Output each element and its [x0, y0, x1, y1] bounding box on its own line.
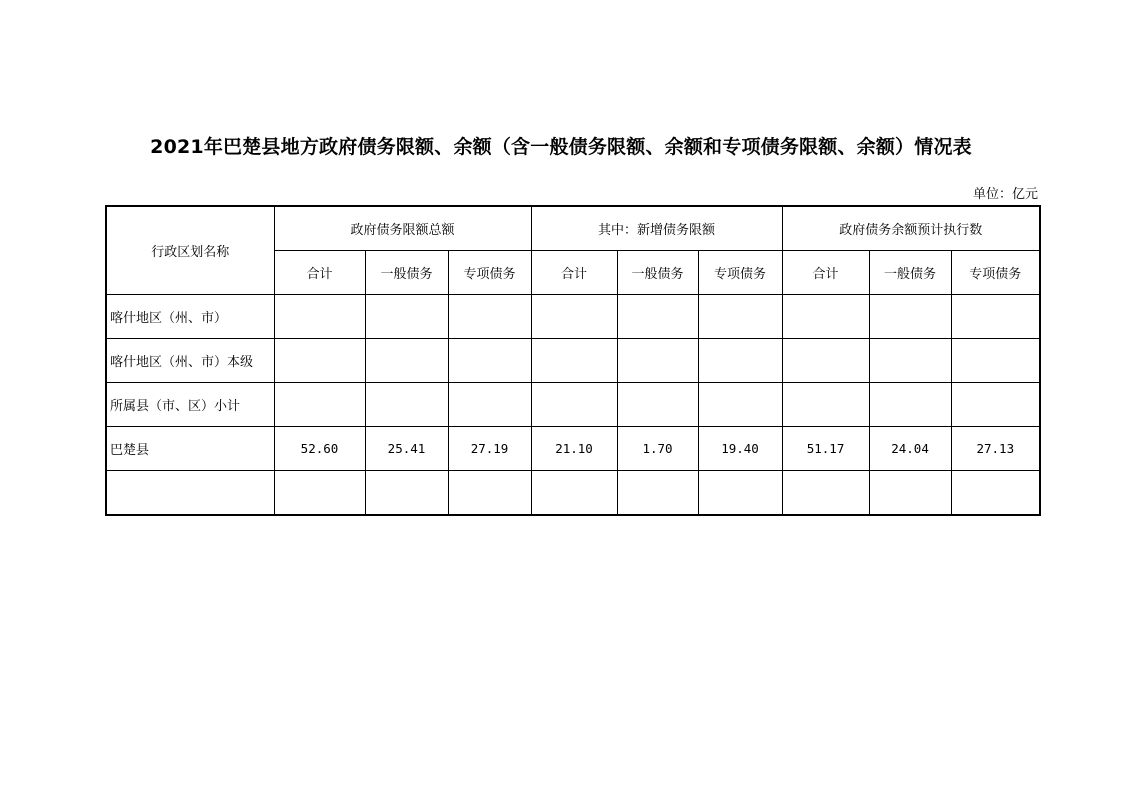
sub-header-total: 合计	[274, 251, 365, 295]
cell-new-special	[698, 383, 782, 427]
cell-special-limit	[448, 339, 531, 383]
cell-new-special: 19.40	[698, 427, 782, 471]
unit-label: 单位：亿元	[972, 187, 1038, 202]
cell-balance-special: 27.13	[951, 427, 1040, 471]
cell-general-limit	[365, 339, 448, 383]
sub-header-general: 一般债务	[869, 251, 951, 295]
cell-total-limit	[274, 339, 365, 383]
sub-header-special: 专项债务	[448, 251, 531, 295]
cell-total-limit	[274, 295, 365, 339]
page-title: 2021年巴楚县地方政府债务限额、余额（含一般债务限额、余额和专项债务限额、余额）情况表	[150, 136, 972, 158]
sub-header-total: 合计	[782, 251, 869, 295]
cell-balance-special	[951, 383, 1040, 427]
cell-special-limit: 27.19	[448, 427, 531, 471]
sub-header-general: 一般债务	[617, 251, 698, 295]
group-header-total-limit: 政府债务限额总额	[274, 206, 531, 251]
cell-new-total	[531, 339, 617, 383]
cell-general-limit: 25.41	[365, 427, 448, 471]
region-name: 所属县（市、区）小计	[106, 383, 274, 427]
cell-balance-special	[951, 295, 1040, 339]
cell-balance-total	[782, 471, 869, 516]
region-name	[106, 471, 274, 516]
cell-balance-special	[951, 339, 1040, 383]
cell-new-total	[531, 295, 617, 339]
sub-header-special: 专项债务	[951, 251, 1040, 295]
group-header-balance: 政府债务余额预计执行数	[782, 206, 1040, 251]
cell-new-general	[617, 339, 698, 383]
cell-new-special	[698, 471, 782, 516]
cell-special-limit	[448, 383, 531, 427]
cell-balance-general	[869, 471, 951, 516]
cell-balance-general	[869, 295, 951, 339]
cell-total-limit: 52.60	[274, 427, 365, 471]
cell-general-limit	[365, 295, 448, 339]
cell-balance-special	[951, 471, 1040, 516]
cell-new-special	[698, 339, 782, 383]
region-column-header: 行政区划名称	[106, 206, 274, 295]
cell-new-total	[531, 383, 617, 427]
debt-table	[105, 205, 1041, 516]
group-header-new-limit: 其中：新增债务限额	[531, 206, 782, 251]
cell-new-total: 21.10	[531, 427, 617, 471]
region-name: 喀什地区（州、市）本级	[106, 339, 274, 383]
cell-general-limit	[365, 383, 448, 427]
cell-balance-total	[782, 383, 869, 427]
sub-header-general: 一般债务	[365, 251, 448, 295]
cell-new-total	[531, 471, 617, 516]
cell-new-general	[617, 383, 698, 427]
cell-new-general	[617, 295, 698, 339]
table-row	[106, 295, 1040, 339]
cell-balance-total	[782, 295, 869, 339]
table-row	[106, 339, 1040, 383]
region-name: 巴楚县	[106, 427, 274, 471]
sub-header-special: 专项债务	[698, 251, 782, 295]
cell-special-limit	[448, 295, 531, 339]
sub-header-total: 合计	[531, 251, 617, 295]
cell-balance-total	[782, 339, 869, 383]
cell-new-general: 1.70	[617, 427, 698, 471]
cell-special-limit	[448, 471, 531, 516]
cell-total-limit	[274, 471, 365, 516]
cell-balance-general	[869, 339, 951, 383]
table-row	[106, 383, 1040, 427]
cell-new-special	[698, 295, 782, 339]
cell-general-limit	[365, 471, 448, 516]
cell-balance-general: 24.04	[869, 427, 951, 471]
cell-new-general	[617, 471, 698, 516]
group-header-row	[106, 206, 1040, 251]
table-row	[106, 471, 1040, 516]
table-row	[106, 427, 1040, 471]
cell-total-limit	[274, 383, 365, 427]
cell-balance-general	[869, 383, 951, 427]
cell-balance-total: 51.17	[782, 427, 869, 471]
region-name: 喀什地区（州、市）	[106, 295, 274, 339]
